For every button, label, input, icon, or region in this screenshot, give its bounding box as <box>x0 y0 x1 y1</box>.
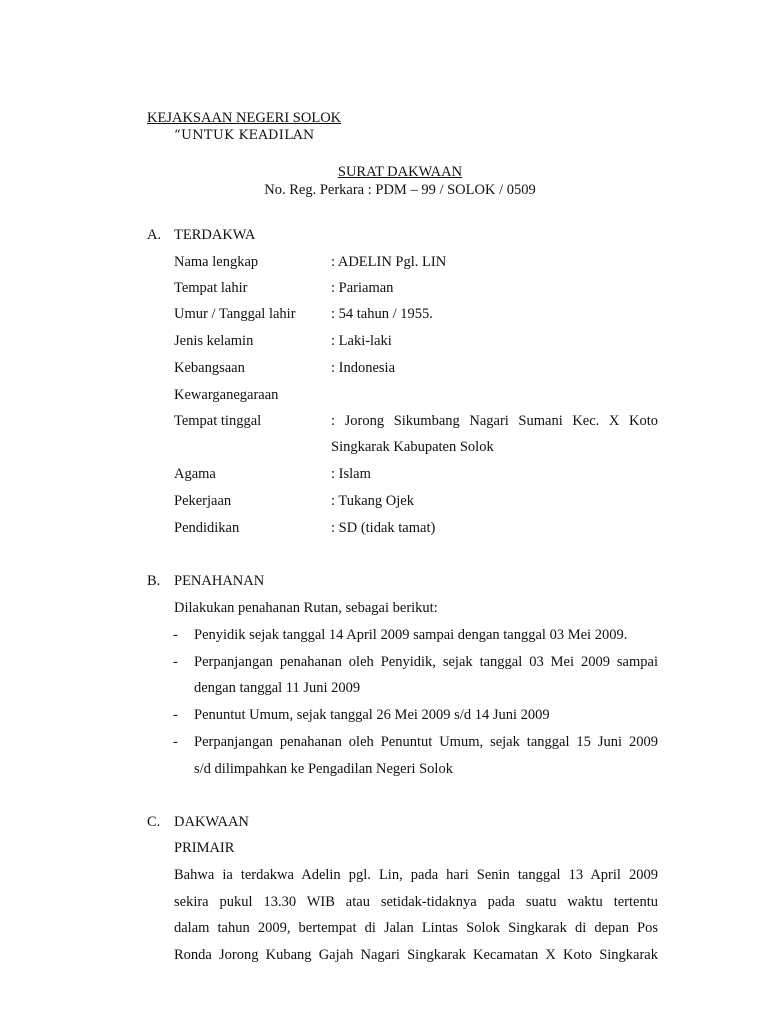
field-label: Agama <box>174 466 216 482</box>
list-bullet: - <box>173 707 178 723</box>
field-label: Kewarganegaraan <box>174 387 279 403</box>
document-title: SURAT DAKWAAN <box>337 164 463 180</box>
section-b-letter: B. <box>147 573 161 589</box>
list-item: Penyidik sejak tanggal 14 April 2009 sampai dengan tanggal 03 Mei 2009. <box>194 627 628 643</box>
section-a-letter: A. <box>147 227 162 243</box>
field-value-continued: Singkarak Kabupaten Solok <box>331 439 494 455</box>
field-label: Pekerjaan <box>174 493 232 509</box>
field-label: Umur / Tanggal lahir <box>174 306 296 322</box>
charge-subtitle: PRIMAIR <box>174 840 235 856</box>
field-value: : Laki-laki <box>331 333 392 349</box>
field-label: Tempat lahir <box>174 280 248 296</box>
field-label: Pendidikan <box>174 520 240 536</box>
paragraph-line: Bahwa ia terdakwa Adelin pgl. Lin, pada hari Senin tanggal 13 April 2009 <box>174 867 658 883</box>
registration-number: No. Reg. Perkara : PDM – 99 / SOLOK / 0509 <box>264 182 536 198</box>
field-label: Tempat tinggal <box>174 413 262 429</box>
field-value: : SD (tidak tamat) <box>331 520 436 536</box>
field-value: : Jorong Sikumbang Nagari Sumani Kec. X Koto <box>331 413 658 429</box>
detention-intro: Dilakukan penahanan Rutan, sebagai berikut: <box>174 600 438 616</box>
list-bullet: - <box>173 734 178 750</box>
field-label: Kebangsaan <box>174 360 245 376</box>
paragraph-line: Ronda Jorong Kubang Gajah Nagari Singkarak Kecamatan X Koto Singkarak <box>174 947 658 963</box>
office-motto: “UNTUK KEADILAN <box>174 128 315 143</box>
list-item: Perpanjangan penahanan oleh Penyidik, sejak tanggal 03 Mei 2009 sampai <box>194 654 658 670</box>
list-item: Penuntut Umum, sejak tanggal 26 Mei 2009 s/d 14 Juni 2009 <box>194 707 550 723</box>
list-bullet: - <box>173 654 178 670</box>
paragraph-line: sekira pukul 13.30 WIB atau setidak-tidaknya pada suatu waktu tertentu <box>174 894 658 910</box>
field-label: Nama lengkap <box>174 254 259 270</box>
field-label: Jenis kelamin <box>174 333 254 349</box>
field-value: : 54 tahun / 1955. <box>331 306 433 322</box>
section-b-title: PENAHANAN <box>174 573 265 589</box>
list-item-continued: dengan tanggal 11 Juni 2009 <box>194 680 361 696</box>
section-c-title: DAKWAAN <box>174 814 249 830</box>
field-value: : Tukang Ojek <box>331 493 414 509</box>
field-value: : Indonesia <box>331 360 396 376</box>
office-name: KEJAKSAAN NEGERI SOLOK <box>147 110 342 126</box>
list-bullet: - <box>173 627 178 643</box>
paragraph-line: dalam tahun 2009, bertempat di Jalan Lintas Solok Singkarak di depan Pos <box>174 920 658 936</box>
field-value: : Pariaman <box>331 280 394 296</box>
section-a-title: TERDAKWA <box>174 227 256 243</box>
field-value: : Islam <box>331 466 371 482</box>
list-item-continued: s/d dilimpahkan ke Pengadilan Negeri Solok <box>194 761 453 777</box>
field-value: : ADELIN Pgl. LIN <box>331 254 447 270</box>
section-c-letter: C. <box>147 814 161 830</box>
list-item: Perpanjangan penahanan oleh Penuntut Umum, sejak tanggal 15 Juni 2009 <box>194 734 658 750</box>
